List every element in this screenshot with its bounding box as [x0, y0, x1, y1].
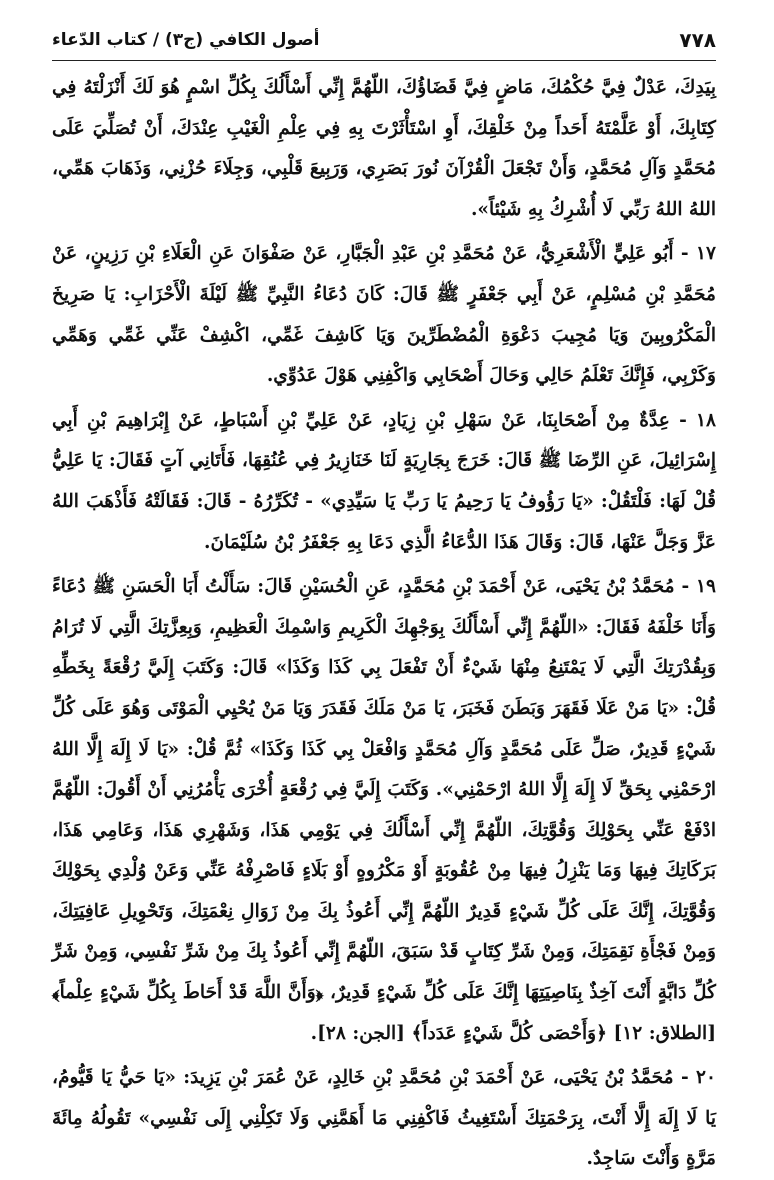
paragraph-hadith-19: ١٩ - مُحَمَّدُ بْنُ يَحْيَى، عَنْ أَحْمَدَ بْنِ مُحَمَّدٍ، عَنِ الْحُسَيْنِ قَالَ: سَأَلْتُ أَبَا الْحَسَنِ ﷺ دُعَاءً وَأَنَا خَلْفَهُ فَقَالَ: «اللّهُمَّ إِنِّي أَسْأَلُكَ بِوَجْهِكَ الْكَرِيمِ وَاسْمِكَ الْعَظِيمِ، وَبِعِزَّتِكَ الَّتِي لَا تُرَامُ وَبِقُدْرَتِكَ الَّتِي لَا يَمْتَنِعُ مِنْهَا شَيْءٌ أَنْ تَفْعَلَ بِي كَذَا وَكَذَا» قَالَ: وَكَتَبَ إِلَيَّ رُقْعَةً بِخَطِّهِ قُلْ: «يَا مَنْ عَلَا فَقَهَرَ وَبَطَنَ فَخَبَرَ، يَا مَنْ مَلَكَ فَقَدَرَ وَيَا مَنْ يُحْيِي الْمَوْتَى وَهُوَ عَلَى كُلِّ شَيْءٍ قَدِيرٌ، صَلِّ عَلَى مُحَمَّدٍ وَآلِ مُحَمَّدٍ وَافْعَلْ بِي كَذَا وَكَذَا» ثُمَّ قُلْ: «يَا لَا إِلَهَ إِلَّا اللهُ ارْحَمْنِي بِحَقِّ لَا إِلَهَ إِلَّا اللهُ ارْحَمْنِي». وَكَتَبَ إِلَيَّ فِي رُقْعَةٍ أُخْرَى يَأْمُرُنِي أَنْ أَقُولَ: اللّهُمَّ ادْفَعْ عَنِّي بِحَوْلِكَ وَقُوَّتِكَ، اللّهُمَّ إِنِّي أَسْأَلُكَ فِي يَوْمِي هَذَا، وَشَهْرِي هَذَا، وَعَامِي هَذَا، بَرَكَاتِكَ فِيهَا وَمَا يَنْزِلُ فِيهَا مِنْ عُقُوبَةٍ أَوْ مَكْرُوهٍ أَوْ بَلَاءٍ فَاصْرِفْهُ عَنِّي وَعَنْ وُلْدِي بِحَوْلِكَ وَقُوَّتِكَ، إِنَّكَ عَلَى كُلِّ شَيْءٍ قَدِيرٌ اللّهُمَّ إِنِّي أَعُوذُ بِكَ مِنْ زَوَالِ نِعْمَتِكَ، وَتَحْوِيلِ عَافِيَتِكَ، وَمِنْ فَجْأَةِ نَقِمَتِكَ، وَمِنْ شَرِّ كِتَابٍ قَدْ سَبَقَ، اللّهُمَّ إِنِّي أَعُوذُ بِكَ مِنْ شَرِّ نَفْسِي، وَمِنْ شَرِّ كُلِّ دَابَّةٍ أَنْتَ آخِذٌ بِنَاصِيَتِهَا إِنَّكَ عَلَى كُلِّ شَيْءٍ قَدِيرٌ، ﴿وَأَنَّ اللَّهَ قَدْ أَحَاطَ بِكُلِّ شَيْءٍ عِلْماً﴾ [الطلاق: ١٢] ﴿وَأَحْصَى كُلَّ شَيْءٍ عَدَداً﴾ [الجن: ٢٨].: [52, 576, 716, 1044]
paragraph-hadith-20: ٢٠ - مُحَمَّدُ بْنُ يَحْيَى، عَنْ أَحْمَدَ بْنِ مُحَمَّدِ بْنِ خَالِدٍ، عَنْ عُمَرَ بْنِ يَزِيدَ: «يَا حَيُّ يَا قَيُّومُ، يَا لَا إِلَهَ إِلَّا أَنْتَ، بِرَحْمَتِكَ أَسْتَغِيثُ فَاكْفِنِي مَا أَهَمَّنِي وَلَا تَكِلْنِي إِلَى نَفْسِي» تَقُولُهُ مِائَةَ مَرَّةٍ وَأَنْتَ سَاجِدٌ.: [52, 1067, 716, 1170]
page-body: [52, 68, 716, 1180]
paragraph-continuation: بِيَدِكَ، عَدْلٌ فِيَّ حُكْمُكَ، مَاضٍ فِيَّ قَضَاؤُكَ، اللّهُمَّ إِنِّي أَسْأَلُكَ بِكُلِّ اسْمٍ هُوَ لَكَ أَنْزَلْتَهُ فِي كِتَابِكَ، أَوْ عَلَّمْتَهُ أَحَداً مِنْ خَلْقِكَ، أَوِ اسْتَأْثَرْتَ بِهِ فِي عِلْمِ الْغَيْبِ عِنْدَكَ، أَنْ تُصَلِّيَ عَلَى مُحَمَّدٍ وَآلِ مُحَمَّدٍ، وَأَنْ تَجْعَلَ الْقُرْآنَ نُورَ بَصَرِي، وَرَبِيعَ قَلْبِي، وَجِلَاءَ حُزْنِي، وَذَهَابَ هَمِّي، اللهُ اللهُ رَبِّي لَا أُشْرِكُ بِهِ شَيْئاً».: [52, 77, 716, 220]
page-header: [52, 28, 716, 58]
page-number: ٧٧٨: [679, 28, 716, 52]
paragraph-hadith-17: ١٧ - أَبُو عَلِيٍّ الْأَشْعَرِيُّ، عَنْ مُحَمَّدِ بْنِ عَبْدِ الْجَبَّارِ، عَنْ صَفْوَانَ عَنِ الْعَلَاءِ بْنِ رَزِينٍ، عَنْ مُحَمَّدِ بْنِ مُسْلِمٍ، عَنْ أَبِي جَعْفَرٍ ﷺ قَالَ: كَانَ دُعَاءُ النَّبِيِّ ﷺ لَيْلَةَ الْأَحْزَابِ: يَا صَرِيخَ الْمَكْرُوبِينَ وَيَا مُجِيبَ دَعْوَةِ الْمُضْطَرِّينَ وَيَا كَاشِفَ غَمِّي، اكْشِفْ عَنِّي غَمِّي وَهَمِّي وَكَرْبِي، فَإِنَّكَ تَعْلَمُ حَالِي وَحَالَ أَصْحَابِي وَاكْفِنِي هَوْلَ عَدُوِّي.: [52, 243, 716, 387]
running-title: أصول الكافي (ج٣) / كتاب الدّعاء: [52, 30, 320, 50]
paragraph-hadith-18: ١٨ - عِدَّةٌ مِنْ أَصْحَابِنَا، عَنْ سَهْلِ بْنِ زِيَادٍ، عَنْ عَلِيِّ بْنِ أَسْبَاطٍ، عَنْ إِبْرَاهِيمَ بْنِ أَبِي إِسْرَائِيلَ، عَنِ الرِّضَا ﷺ قَالَ: خَرَجَ بِجَارِيَةٍ لَنَا خَنَازِيرُ فِي عُنُقِهَا، فَأَتَانِي آتٍ فَقَالَ: يَا عَلِيُّ قُلْ لَهَا: فَلْتَقُلْ: «يَا رَؤُوفُ يَا رَحِيمُ يَا رَبِّ يَا سَيِّدِي» - تُكَرِّرُهُ - قَالَ: فَقَالَتْهُ فَأَذْهَبَ اللهُ عَزَّ وَجَلَّ عَنْهَا، قَالَ: وَقَالَ هَذَا الدُّعَاءُ الَّذِي دَعَا بِهِ جَعْفَرُ بْنُ سُلَيْمَانَ.: [52, 409, 716, 553]
header-rule: [52, 60, 716, 61]
